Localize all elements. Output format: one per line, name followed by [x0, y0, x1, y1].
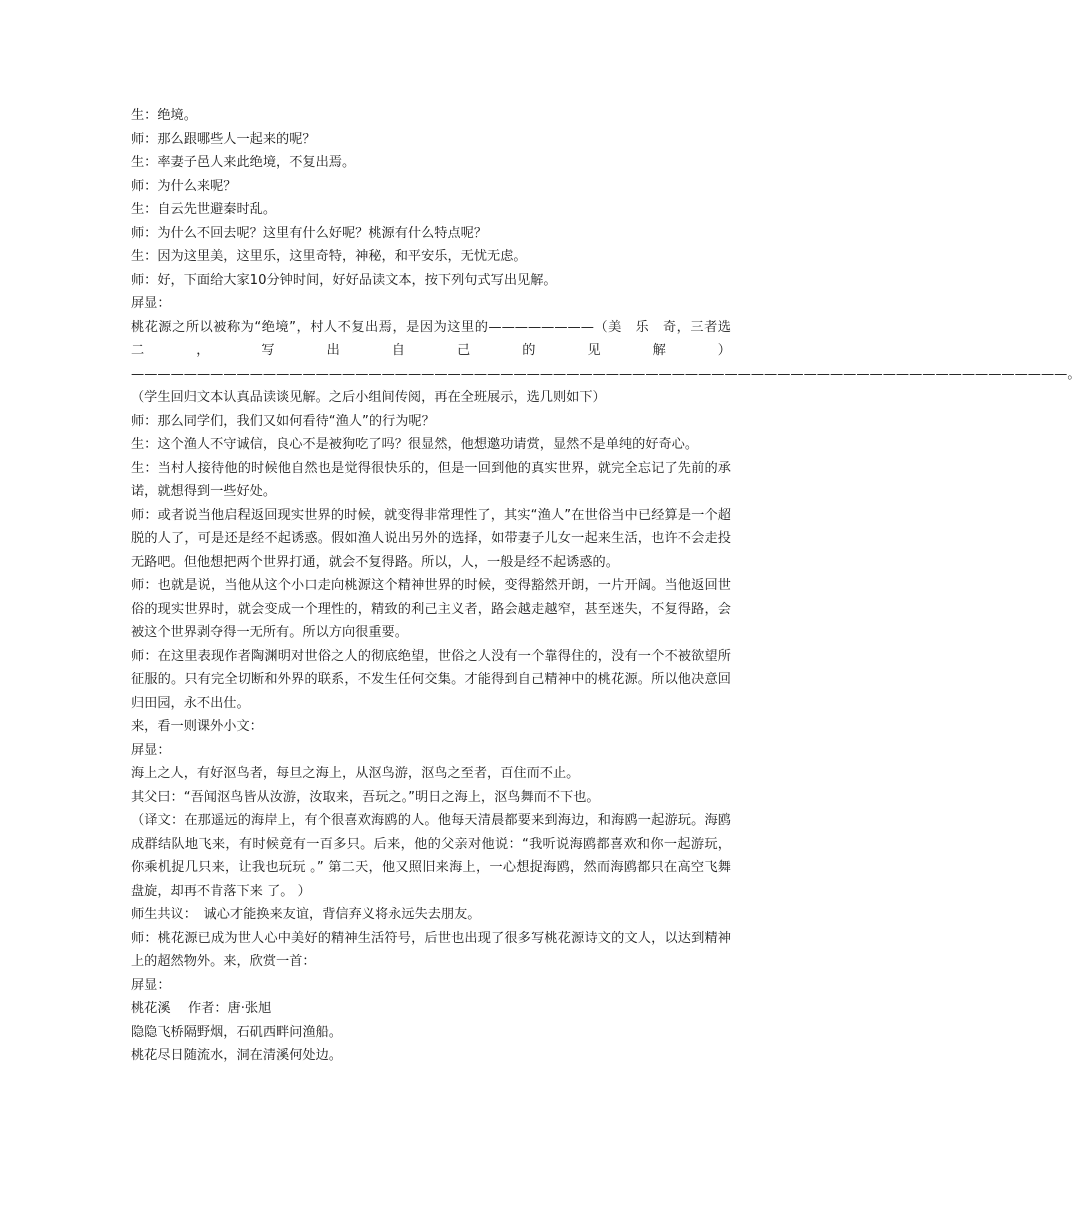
- dialogue-line: 师：那么同学们，我们又如何看待“渔人”的行为呢？: [131, 413, 435, 429]
- classical-text-line: 其父曰：“吾闻沤鸟皆从汝游，汝取来，吾玩之。”明日之海上，沤鸟舞而不下也。: [131, 789, 600, 805]
- dialogue-line: 生：绝境。: [131, 108, 197, 123]
- poem-line: 桃花尽日随流水，洞在清溪何处边。: [131, 1048, 342, 1063]
- transition-line: 来，看一则课外小文：: [131, 719, 263, 734]
- poem-title: 桃花溪 作者：唐·张旭: [131, 1001, 272, 1016]
- translation-paragraph: （译文：在那遥远的海岸上，有个很喜欢海鸥的人。他每天清晨都要来到海边，和海鸥一起游玩。海鸥成群结队地飞来，有时候竟有一百多只。后来，他的父亲对他说：“我听说海鸥都喜欢和你一起游玩，你乘机捉几只来，让我也玩玩 。” 第二天，他又照旧来海上，一心想捉海鸥，然而海鸥都只在高空飞舞盘旋，却再不肯落下来 了。 ）: [131, 813, 731, 899]
- fill-in-prompt: 桃花源之所以被称为“绝境”，村人不复出焉，是因为这里的————————（美 乐 奇，三者选二，写出自己的见解）———————————————————————————————————————————————————————————————————————。: [131, 319, 1081, 382]
- dialogue-line: 师：或者说当他启程返回现实世界的时候，就变得非常理性了，其实“渔人”在世俗当中已经算是一个超脱的人了，可是还是经不起诱惑。假如渔人说出另外的选择，如带妻子儿女一起来生活，也许不会走投无路吧。但他想把两个世界打通，就会不复得路。所以，人，一般是经不起诱惑的。: [131, 507, 731, 570]
- dialogue-line: 生：自云先世避秦时乱。: [131, 202, 277, 217]
- dialogue-line: 生：率妻子邑人来此绝境，不复出焉。: [131, 155, 356, 170]
- screen-display-label: 屏显：: [131, 296, 171, 311]
- dialogue-line: 生：这个渔人不守诚信，良心不是被狗吃了吗？很显然，他想邀功请赏，显然不是单纯的好奇心。: [131, 437, 699, 452]
- screen-display-label: 屏显：: [131, 977, 171, 993]
- dialogue-line: 生：因为这里美，这里乐，这里奇特，神秘，和平安乐，无忧无虑。: [131, 249, 527, 264]
- classroom-note: （学生回归文本认真品读谈见解。之后小组间传阅，再在全班展示，选几则如下）: [131, 390, 606, 405]
- classical-text-line: 海上之人，有好沤鸟者，每旦之海上，从沤鸟游，沤鸟之至者，百住而不止。: [131, 766, 580, 781]
- document-body: [131, 104, 1081, 1068]
- dialogue-line: 师：为什么来呢？: [131, 178, 237, 194]
- dialogue-line: 师：好，下面给大家10分钟时间，好好品读文本，按下列句式写出见解。: [131, 272, 557, 288]
- dialogue-line: 师：在这里表现作者陶渊明对世俗之人的彻底绝望，世俗之人没有一个靠得住的，没有一个不被欲望所征服的。只有完全切断和外界的联系，不发生任何交集。才能得到自己精神中的桃花源。所以他决意回归田园，永不出仕。: [131, 648, 731, 711]
- screen-display-label: 屏显：: [131, 742, 171, 758]
- dialogue-line: 师：那么跟哪些人一起来的呢？: [131, 131, 316, 147]
- dialogue-line: 师：桃花源已成为世人心中美好的精神生活符号，后世也出现了很多写桃花源诗文的文人，以达到精神上的超然物外。来，欣赏一首：: [131, 930, 731, 969]
- dialogue-line: 师：为什么不回去呢？这里有什么好呢？桃源有什么特点呢？: [131, 225, 488, 241]
- dialogue-line: 师：也就是说，当他从这个小口走向桃源这个精神世界的时候，变得豁然开朗，一片开阔。当他返回世俗的现实世界时，就会变成一个理性的，精致的利己主义者，路会越走越窄，甚至迷失，不复得路，会被这个世界剥夺得一无所有。所以方向很重要。: [131, 578, 731, 640]
- poem-line: 隐隐飞桥隔野烟，石矶西畔问渔船。: [131, 1024, 342, 1040]
- discussion-conclusion: 师生共议： 诚心才能换来友谊，背信弃义将永远失去朋友。: [131, 907, 481, 922]
- dialogue-line: 生：当村人接待他的时候他自然也是觉得很快乐的，但是一回到他的真实世界，就完全忘记了先前的承诺，就想得到一些好处。: [131, 460, 731, 499]
